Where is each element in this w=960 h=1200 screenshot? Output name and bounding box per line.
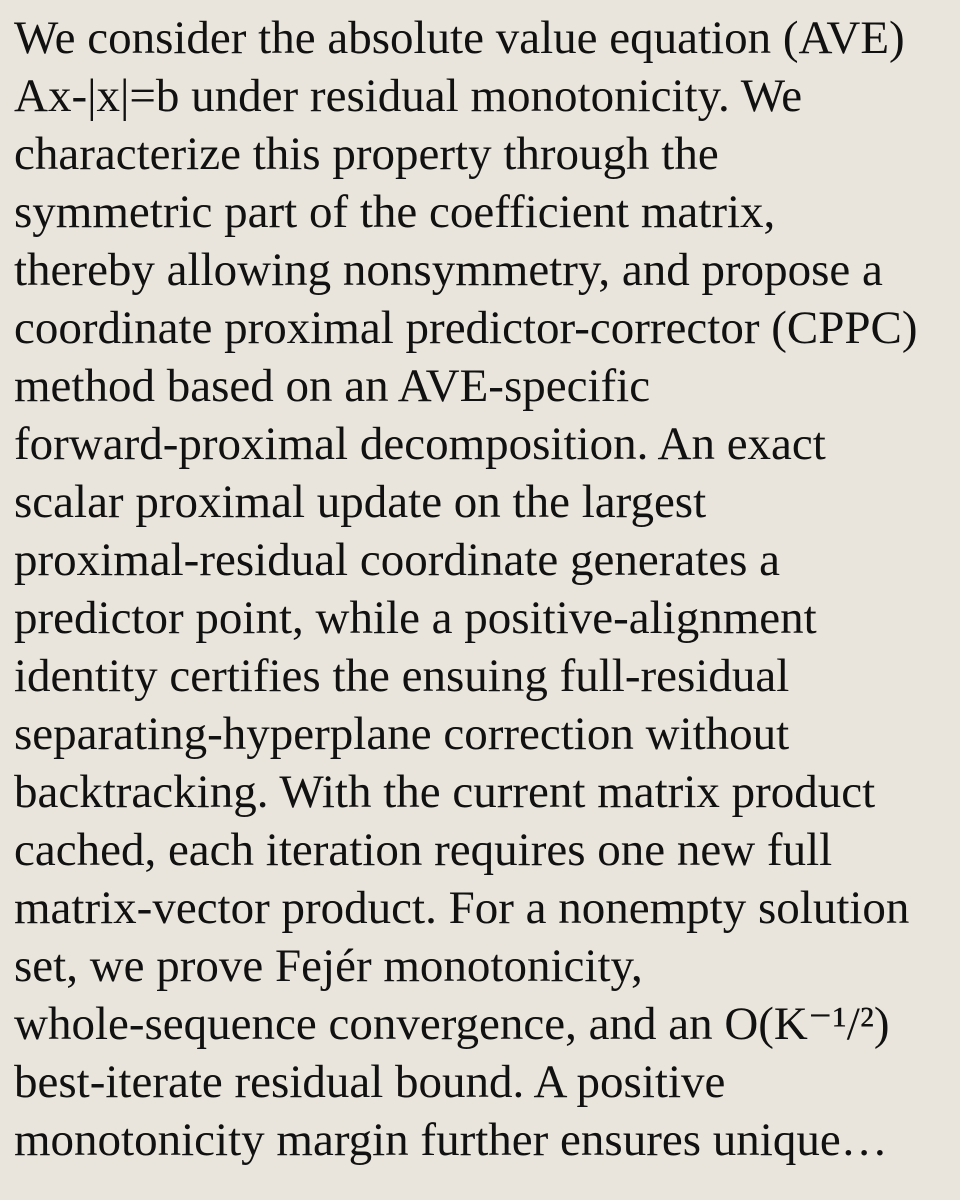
abstract-line: whole-sequence convergence, and an O(K⁻¹/²) [14, 998, 890, 1050]
abstract-line: proximal-residual coordinate generates a [14, 534, 781, 586]
abstract-text [14, 9, 950, 1169]
abstract-line: set, we prove Fejér monotonicity, [14, 940, 643, 992]
abstract-line: predictor point, while a positive-alignment [14, 592, 817, 644]
abstract-line: identity certifies the ensuing full-residual [14, 650, 790, 702]
abstract-line: Ax-|x|=b under residual monotonicity. We [14, 70, 803, 122]
abstract-line: method based on an AVE-specific [14, 360, 651, 412]
abstract-line: monotonicity margin further ensures unique… [14, 1114, 888, 1166]
abstract-line: backtracking. With the current matrix product [14, 766, 876, 818]
abstract-line: matrix-vector product. For a nonempty solution [14, 882, 910, 934]
abstract-line: cached, each iteration requires one new full [14, 824, 833, 876]
abstract-line: forward-proximal decomposition. An exact [14, 418, 826, 470]
abstract-line: We consider the absolute value equation (AVE) [14, 12, 905, 64]
abstract-line: characterize this property through the [14, 128, 719, 180]
abstract-line: coordinate proximal predictor-corrector (CPPC) [14, 302, 918, 354]
abstract-line: separating-hyperplane correction without [14, 708, 790, 760]
abstract-line: best-iterate residual bound. A positive [14, 1056, 726, 1108]
abstract-line: symmetric part of the coefficient matrix, [14, 186, 776, 238]
abstract-line: scalar proximal update on the largest [14, 476, 707, 528]
abstract-line: thereby allowing nonsymmetry, and propose a [14, 244, 883, 296]
